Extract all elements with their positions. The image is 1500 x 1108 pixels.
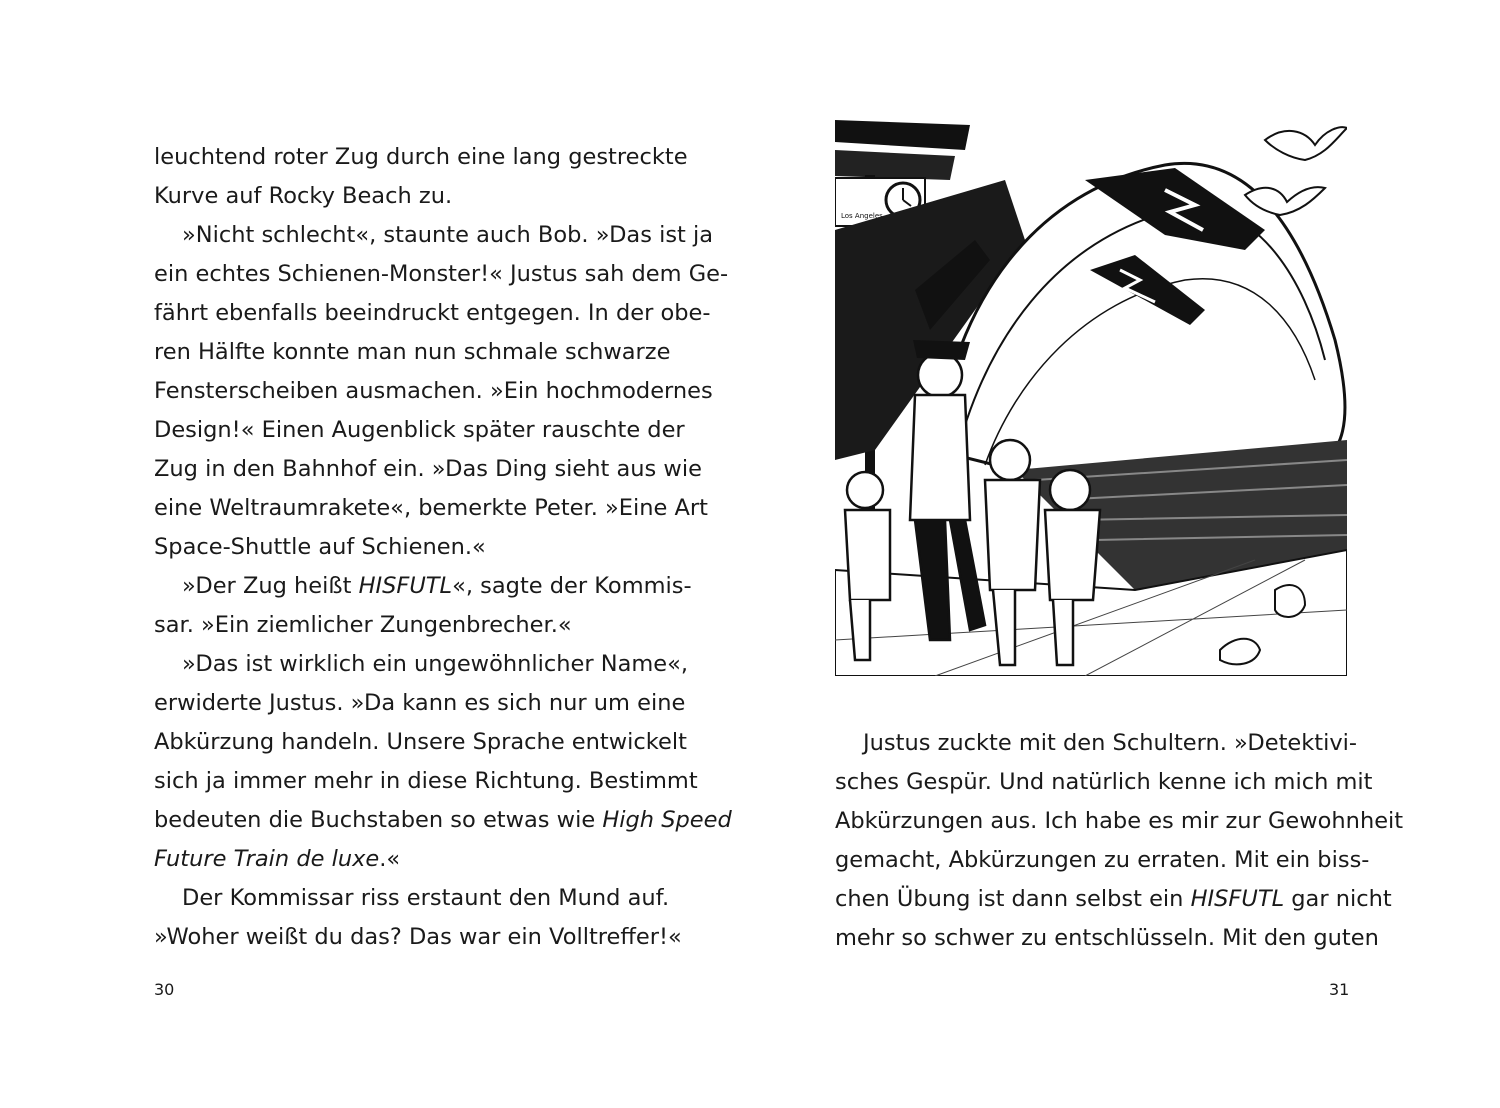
- text-line: erwiderte Justus. »Da kann es sich nur um eine: [154, 690, 686, 716]
- text-line: sches Gespür. Und natürlich kenne ich mich mit: [835, 769, 1373, 795]
- text-line: »Nicht schlecht«, staunte auch Bob. »Das ist ja: [182, 222, 714, 248]
- text-line: »Woher weißt du das? Das war ein Volltreffer!«: [154, 924, 682, 950]
- text-line: bedeuten die Buchstaben so etwas wie High Speed: [154, 807, 732, 833]
- text-line: leuchtend roter Zug durch eine lang gestreckte: [154, 144, 688, 170]
- page-number: 30: [154, 980, 175, 999]
- text-line: fährt ebenfalls beeindruckt entgegen. In der obe-: [154, 300, 711, 326]
- text-line: Abkürzung handeln. Unsere Sprache entwickelt: [154, 729, 687, 755]
- text-line: sar. »Ein ziemlicher Zungenbrecher.«: [154, 612, 572, 638]
- text-line: Future Train de luxe.«: [154, 846, 401, 872]
- text-line: Abkürzungen aus. Ich habe es mir zur Gewohnheit: [835, 808, 1404, 834]
- text-line: mehr so schwer zu entschlüsseln. Mit den guten: [835, 925, 1379, 951]
- right-page-text: [835, 724, 1404, 958]
- left-page-text: [154, 138, 732, 957]
- text-line: Der Kommissar riss erstaunt den Mund auf.: [182, 885, 670, 911]
- text-line: Fensterscheiben ausmachen. »Ein hochmodernes: [154, 378, 713, 404]
- text-line: Justus zuckte mit den Schultern. »Detektivi-: [863, 730, 1358, 756]
- text-line: sich ja immer mehr in diese Richtung. Bestimmt: [154, 768, 698, 794]
- text-line: Kurve auf Rocky Beach zu.: [154, 183, 453, 209]
- text-line: ein echtes Schienen-Monster!« Justus sah dem Ge-: [154, 261, 729, 287]
- text-line: Design!« Einen Augenblick später rauschte der: [154, 417, 685, 443]
- text-line: gemacht, Abkürzungen zu erraten. Mit ein biss-: [835, 847, 1370, 873]
- station-sign-text: Los Angeles: [841, 212, 883, 220]
- text-line: eine Weltraumrakete«, bemerkte Peter. »Eine Art: [154, 495, 708, 521]
- text-line: ren Hälfte konnte man nun schmale schwarze: [154, 339, 671, 365]
- text-line: »Das ist wirklich ein ungewöhnlicher Name«,: [182, 651, 689, 677]
- train-illustration: [835, 120, 1347, 676]
- page-number: 31: [1329, 980, 1350, 999]
- text-line: »Der Zug heißt HISFUTL«, sagte der Kommis-: [182, 573, 692, 599]
- text-line: Zug in den Bahnhof ein. »Das Ding sieht aus wie: [154, 456, 702, 482]
- text-line: Space-Shuttle auf Schienen.«: [154, 534, 486, 560]
- text-line: chen Übung ist dann selbst ein HISFUTL gar nicht: [835, 886, 1392, 912]
